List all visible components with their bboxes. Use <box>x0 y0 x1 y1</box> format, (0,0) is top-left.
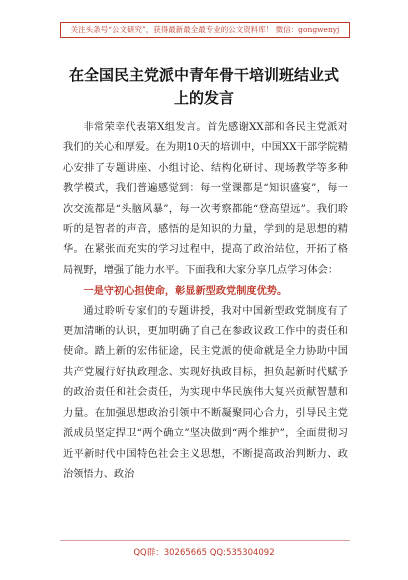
footer-divider <box>60 540 350 541</box>
paragraph-section-1: 通过聆听专家们的专题讲授，我对中国新型政党制度有了更加清晰的认识，更加明确了自己在参政议政工作中的责任和使命。踏上新的宏伟征途，民主党派的使命就是全力协助中国共产党履行好执政理念、实现好执政目标，担负起新时代赋予的政治责任和社会责任，为实现中华民族伟大复兴贡献智慧和力量。在加强思想政治引领中不断凝聚同心合力，引导民主党派成员坚定捍卫“两个确立”坚决做到“两个维护”，全面贯彻习近平新时代中国特色社会主义思想，不断提高政治判断力、政治领悟力、政治 <box>63 305 348 480</box>
footer-contact: QQ群：30265665 QQ:535304092 <box>133 548 275 558</box>
section-heading-1: 一是守初心担使命，彰显新型政党制度优势。 <box>83 285 288 298</box>
paragraph-intro: 非常荣幸代表第X组发言。首先感谢XX部和各民主党派对我们的关心和厚爱。在为期10天的培训中，中国XX干部学院精心安排了专题讲座、小组讨论、结构化研讨、现场教学等多种教学模式，我们普遍感觉到：每一堂课都是“知识盛宴”，每一次交流都是“头脑风暴”，每一次考察都能“登高望远”。我们聆听的是智者的声音，感悟的是知识的力量，学到的是思想的精华。在紧张而充实的学习过程中，提高了政治站位，开拓了格局视野，增强了能力水平。下面我和大家分享几点学习体会： <box>63 122 348 276</box>
document-body <box>63 118 348 485</box>
header-banner: 关注头条号“公文研究”，获得最新最全最专业的公文资料库！ 微信：gongwenyj <box>60 22 350 38</box>
document-title-line-1: 在全国民主党派中青年骨干培训班结业式 <box>68 66 339 84</box>
document-title-line-2: 上的发言 <box>173 89 234 107</box>
